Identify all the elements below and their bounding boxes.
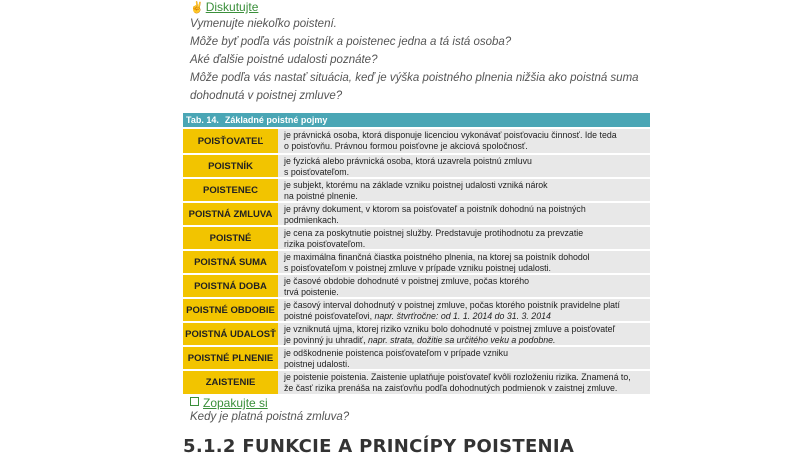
table-title <box>183 113 650 127</box>
term-cell: POISŤOVATEĽ <box>183 129 278 153</box>
table-row <box>183 299 650 321</box>
term-cell: POISTNÁ UDALOSŤ <box>183 323 278 345</box>
definition-cell: je odškodnenie poistenca poisťovateľom v prípade vzniku poistnej udalosti. <box>282 347 650 369</box>
discuss-link[interactable]: Diskutujte <box>205 0 259 14</box>
definition-cell: je cena za poskytnutie poistnej služby. Predstavuje protihodnotu za prevzatie rizika poisťovateľom. <box>282 227 650 249</box>
checkbox-icon <box>190 397 199 406</box>
term-cell: POISTNÉ PLNENIE <box>183 347 278 369</box>
definition-cell: je subjekt, ktorému na základe vzniku poistnej udalosti vzniká nárok na poistné plnenie. <box>282 179 650 201</box>
definition-cell: je poistenie poistenia. Zaistenie uplatňuje poisťovateľ kvôli rozloženiu rizika. Znamená to, že časť rizika prenáša na zaisťovňu podľa dohodnutých podmienok v zaistnej zmluve. <box>282 371 650 394</box>
table-row <box>183 347 650 369</box>
table-label: Tab. 14. <box>186 115 219 125</box>
discuss-section <box>190 0 258 14</box>
term-cell: POISTNÍK <box>183 155 278 177</box>
repeat-link[interactable]: Zopakujte si <box>203 396 268 410</box>
definition-cell: je časový interval dohodnutý v poistnej zmluve, počas ktorého poistník pravidelne platí poistné poisťovateľovi, napr. štvrťročne: od 1. 1. 2014 do 31. 3. 2014 <box>282 299 650 321</box>
definition-cell: je maximálna finančná čiastka poistného plnenia, na ktorej sa poistník dohodol s poisťovateľom v poistnej zmluve v prípade vzniku poistnej udalosti. <box>282 251 650 273</box>
definition-cell: je fyzická alebo právnická osoba, ktorá uzavrela poistnú zmluvu s poisťovateľom. <box>282 155 650 177</box>
table-row <box>183 371 650 394</box>
section-heading: 5.1.2 FUNKCIE A PRINCÍPY POISTENIA <box>183 436 575 457</box>
term-cell: POISTNÉ <box>183 227 278 249</box>
term-cell: POISTNÁ DOBA <box>183 275 278 297</box>
term-cell: POISTNÁ SUMA <box>183 251 278 273</box>
question: Aké ďalšie poistné udalosti poznáte? <box>190 54 378 66</box>
hand-icon: ✌ <box>190 2 204 14</box>
term-cell: POISTENEC <box>183 179 278 201</box>
term-cell: ZAISTENIE <box>183 371 278 394</box>
discussion-questions <box>190 15 650 105</box>
definition-cell: je časové obdobie dohodnuté v poistnej zmluve, počas ktorého trvá poistenie. <box>282 275 650 297</box>
terms-table <box>183 113 650 394</box>
question: Môže podľa vás nastať situácia, keď je výška poistného plnenia nižšia ako poistná suma <box>190 72 639 84</box>
repeat-question: Kedy je platná poistná zmluva? <box>190 411 350 423</box>
question: Vymenujte niekoľko poistení. <box>190 18 337 30</box>
table-row <box>183 129 650 153</box>
repeat-section <box>190 396 268 410</box>
definition-cell: je právny dokument, v ktorom sa poisťovateľ a poistník dohodnú na poistných podmienkach. <box>282 203 650 225</box>
table-row <box>183 275 650 297</box>
question: Môže byť podľa vás poistník a poistenec jedna a tá istá osoba? <box>190 36 512 48</box>
table-caption: Základné poistné pojmy <box>224 115 328 125</box>
definition-cell: je právnická osoba, ktorá disponuje licenciou vykonávať poisťovaciu činnosť. Ide teda o poisťovňu. Právnou formou poisťovne je akciová spoločnosť. <box>282 129 650 153</box>
definition-cell: je vzniknutá ujma, ktorej riziko vzniku bolo dohodnuté v poistnej zmluve a poisťovateľ je povinný ju uhradiť, napr. strata, dožitie sa určitého veku a podobne. <box>282 323 650 345</box>
table-row <box>183 323 650 345</box>
table-row <box>183 203 650 225</box>
table-row <box>183 179 650 201</box>
table-row <box>183 155 650 177</box>
table-row <box>183 251 650 273</box>
term-cell: POISTNÁ ZMLUVA <box>183 203 278 225</box>
table-row <box>183 227 650 249</box>
question: dohodnutá v poistnej zmluve? <box>190 90 343 102</box>
term-cell: POISTNÉ OBDOBIE <box>183 299 278 321</box>
